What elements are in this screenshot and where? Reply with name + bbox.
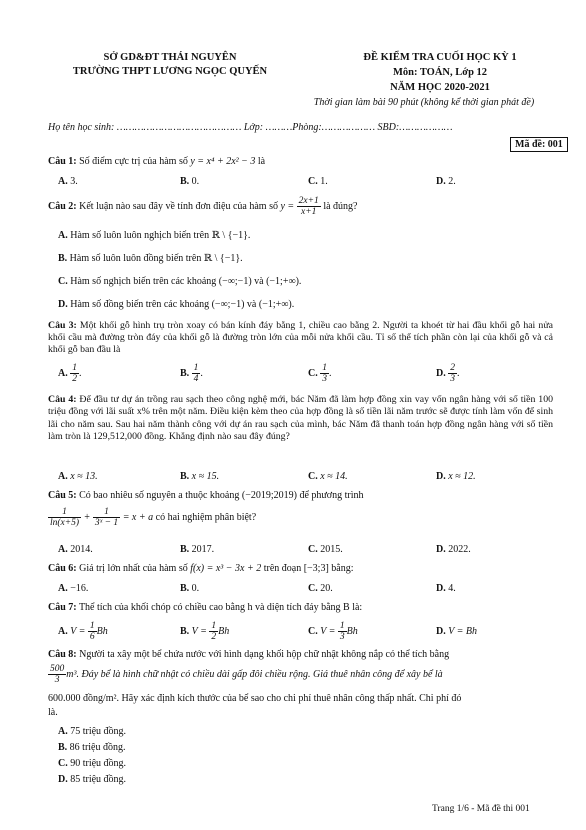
school-name: TRƯỜNG THPT LƯƠNG NGỌC QUYẾN: [72, 66, 268, 77]
q2-option-b: B. Hàm số luôn luôn đồng biến trên ℝ \ {−1}.: [58, 253, 243, 264]
q5-option-d: D. 2022.: [436, 544, 471, 555]
q8-option-d: D. 85 triệu đồng.: [58, 774, 127, 785]
time-note: Thời gian làm bài 90 phút (không kể thời gian phát đề): [313, 97, 535, 108]
q3-option-b: B. $\frac{1}{4}$ .: [180, 363, 203, 384]
q6-option-d: D. 4.: [436, 583, 456, 594]
q8-line-3: 600.000 đồng/m². Hãy xác định kích thước của bể sao cho chi phí thuê nhân công thấp nhất. Chi phí đó: [48, 693, 462, 704]
q1-option-c: C. 1.: [308, 176, 328, 187]
question-8: Câu 8: Người ta xây một bể chứa nước với hình dạng khối hộp chữ nhật không nắp có thể tích bằng: [48, 649, 450, 660]
q3-option-d: D. $\frac{2}{3}$ .: [436, 363, 460, 384]
q2-option-d: D. Hàm số đồng biến trên các khoảng (−∞;−1) và (−1;+∞).: [58, 299, 295, 310]
q8-line-4: là.: [48, 707, 58, 718]
q5-equation: $\frac{1}{\ln(x+5)}$ + $\frac{1}{\text{3ˣ − 1}}$ = x + a có hai nghiệm phân biệt?: [50, 507, 257, 528]
q1-option-a: A. 3.: [58, 176, 78, 187]
q4-option-a: A. x ≈ 13.: [58, 471, 98, 482]
q4-option-b: B. x ≈ 15.: [180, 471, 220, 482]
q2-fraction: $\frac{2x+1}{x+1}$: [298, 196, 319, 218]
q1-option-b: B. 0.: [180, 176, 200, 187]
q1-option-d: D. 2.: [436, 176, 456, 187]
q3-option-a: A. $\frac{1}{2}$ .: [58, 363, 82, 384]
q8-option-b: B. 86 triệu đồng.: [58, 742, 126, 753]
q5-option-a: A. 2014.: [58, 544, 93, 555]
exam-subject: Môn: TOÁN, Lớp 12: [392, 67, 488, 78]
exam-title: ĐỀ KIỂM TRA CUỐI HỌC KỲ 1: [363, 52, 517, 63]
q6-option-b: B. 0.: [180, 583, 200, 594]
exam-code-box: Mã đề: 001: [510, 137, 568, 152]
q7-option-c: C. V = $\frac{1}{3}$ Bh: [308, 621, 358, 642]
question-1: Câu 1: Số điểm cực trị của hàm số y = x⁴ + 2x² − 3 là: [48, 156, 266, 167]
q2-option-a: A. Hàm số luôn luôn nghịch biến trên ℝ \ {−1}.: [58, 230, 251, 241]
q5-option-c: C. 2015.: [308, 544, 343, 555]
question-2: Câu 2: Kết luận nào sau đây về tính đơn điệu của hàm số y = $\frac{2x+1}{x+1}$ là đúng?: [48, 196, 358, 218]
question-5: Câu 5: Có bao nhiêu số nguyên a thuộc khoảng (−2019;2019) để phương trình: [48, 490, 364, 501]
school-year: NĂM HỌC 2020-2021: [390, 82, 490, 93]
q7-option-b: B. V = $\frac{1}{2}$ Bh: [180, 621, 230, 642]
q2-option-c: C. Hàm số nghịch biến trên các khoảng (−∞;−1) và (−1;+∞).: [58, 276, 302, 287]
q3-option-c: C. $\frac{1}{3}$ .: [308, 363, 332, 384]
q4-option-d: D. x ≈ 12.: [436, 471, 476, 482]
q7-option-a: A. V = $\frac{1}{6}$ Bh: [58, 621, 108, 642]
q7-option-d: D. V = Bh: [436, 626, 478, 637]
q5-option-b: B. 2017.: [180, 544, 215, 555]
q4-option-c: C. x ≈ 14.: [308, 471, 348, 482]
question-3: Câu 3: Một khối gỗ hình trụ tròn xoay có bán kính đáy bằng 1, chiều cao bằng 2. Người ta khoét từ hai đầu khối gỗ hai nửa khối cầu mà đường tròn đáy của khối gỗ là đường tròn lớn của mỗi nửa khối cầu. Tỉ số thể tích phần còn lại của khối gỗ và cả khối gỗ ban đầu là: [48, 320, 553, 355]
q1-formula: y = x⁴ + 2x² − 3: [190, 156, 256, 167]
question-7: Câu 7: Thể tích của khối chóp có chiều cao bằng h và diện tích đáy bằng B là:: [48, 602, 363, 613]
department-name: SỞ GD&ĐT THÁI NGUYÊN: [103, 52, 237, 63]
student-info-line: Họ tên học sinh: …………………………………… Lớp: ………Phòng:……………… SBD:………………: [48, 122, 453, 133]
q8-option-c: C. 90 triệu đồng.: [58, 758, 127, 769]
q6-option-a: A. −16.: [58, 583, 89, 594]
question-6: Câu 6: Giá trị lớn nhất của hàm số f(x) = x³ − 3x + 2 trên đoạn [−3;3] bằng:: [48, 563, 354, 574]
q8-line-2: $\frac{500}{3}$ m³. Đáy bể là hình chữ nhật có chiều dài gấp đôi chiều rộng. Giá thuê nhân công để xây bể là: [50, 664, 443, 685]
q6-option-c: C. 20.: [308, 583, 333, 594]
question-4: Câu 4: Để đầu tư dự án trồng rau sạch theo công nghệ mới, bác Năm đã làm hợp đồng xin vay vốn ngân hàng với số tiền 100 triệu đồng với lãi suất x% trên một năm. Điều kiện kèm theo của hợp đồng là số tiền lãi năm trước sẽ được tính làm vốn để sinh lãi cho năm sau. Sau hai năm thành công với dự án rau sạch của mình, bác Năm đã thanh toán hợp đồng ngân hàng với số tiền làm tròn là 129,512,000 đồng. Khẳng định nào sau đây đúng?: [48, 394, 553, 442]
page-footer: Trang 1/6 - Mã đề thi 001: [432, 804, 530, 814]
q8-option-a: A. 75 triệu đồng.: [58, 726, 127, 737]
